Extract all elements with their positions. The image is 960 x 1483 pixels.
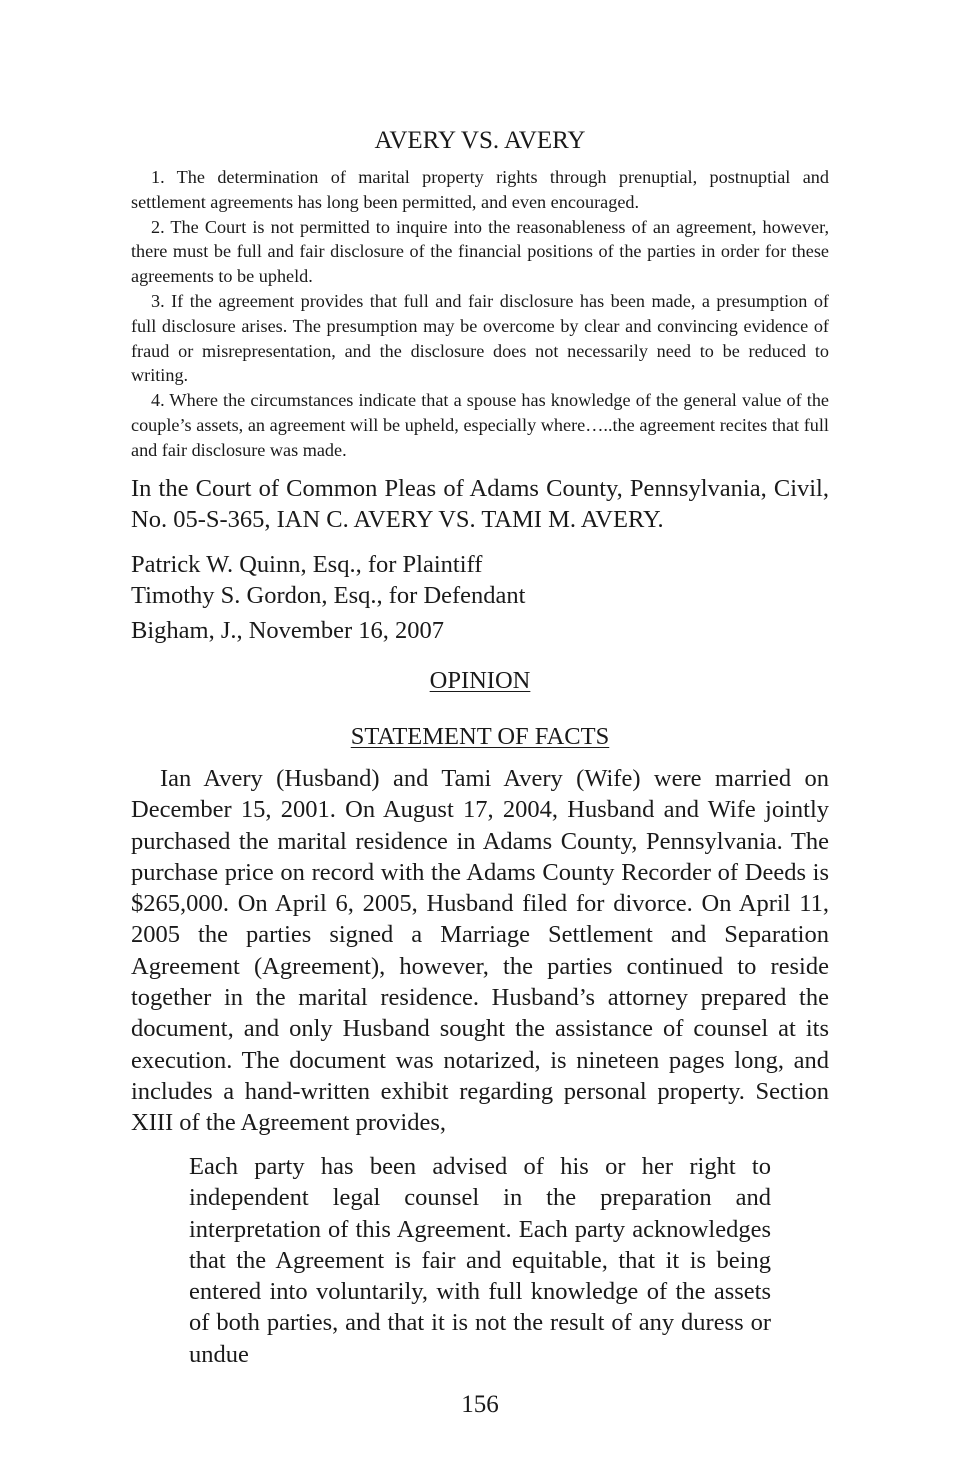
judge-and-date: Bigham, J., November 16, 2007: [131, 617, 445, 644]
defendant-counsel: Timothy S. Gordon, Esq., for Defendant: [131, 582, 526, 609]
headnote-3: 3. If the agreement provides that full and fair disclosure has been made, a presumption of full disclosure arises. The presumption may be overcome by clear and convincing evidence of fraud or misrepresentation, and the disclosure does not necessarily need to be reduced to writing.: [131, 290, 829, 386]
headnote-4: 4. Where the circumstances indicate that a spouse has knowledge of the general value of the couple’s assets, an agreement will be upheld, especially where…..the agreement recites that full and fair disclosure was made.: [131, 390, 829, 460]
headnotes: [131, 165, 829, 463]
headnote-2: 2. The Court is not permitted to inquire into the reasonableness of an agreement, however, there must be full and fair disclosure of the financial positions of the parties in order for these agreements to be upheld.: [131, 216, 829, 287]
court-caption: In the Court of Common Pleas of Adams County, Pennsylvania, Civil, No. 05-S-365, IAN C. AVERY VS. TAMI M. AVERY.: [131, 475, 829, 533]
statement-of-facts-heading: STATEMENT OF FACTS: [350, 723, 610, 750]
facts-paragraph: Ian Avery (Husband) and Tami Avery (Wife) were married on December 15, 2001. On August 17, 2004, Husband and Wife jointly purchased the marital residence in Adams County, Pennsylvania. The purchase price on record with the Adams County Recorder of Deeds is $265,000. On April 6, 2005, Husband filed for divorce. On April 11, 2005 the parties signed a Marriage Settlement and Separation Agreement (Agreement), however, the parties continued to reside together in the marital residence. Husband’s attorney prepared the document, and only Husband sought the assistance of counsel at its execution. The document was notarized, is nineteen pages long, and includes a hand-written exhibit regarding personal property. Section XIII of the Agreement provides,: [131, 765, 829, 1137]
headnote-1: 1. The determination of marital property rights through prenuptial, postnuptial and settlement agreements has long been permitted, and even encouraged.: [131, 167, 829, 212]
agreement-block-quote: Each party has been advised of his or her right to independent legal counsel in the preparation and interpretation of this Agreement. Each party acknowledges that the Agreement is fair and equitable, that it is being entered into voluntarily, with full knowledge of the assets of both parties, and that it is not the result of any duress or undue: [189, 1153, 771, 1368]
opinion-heading: OPINION: [429, 667, 531, 694]
page-number: 156: [461, 1391, 499, 1418]
plaintiff-counsel: Patrick W. Quinn, Esq., for Plaintiff: [131, 551, 483, 578]
counsel-listing: [131, 549, 829, 611]
case-title: AVERY VS. AVERY: [374, 127, 586, 154]
